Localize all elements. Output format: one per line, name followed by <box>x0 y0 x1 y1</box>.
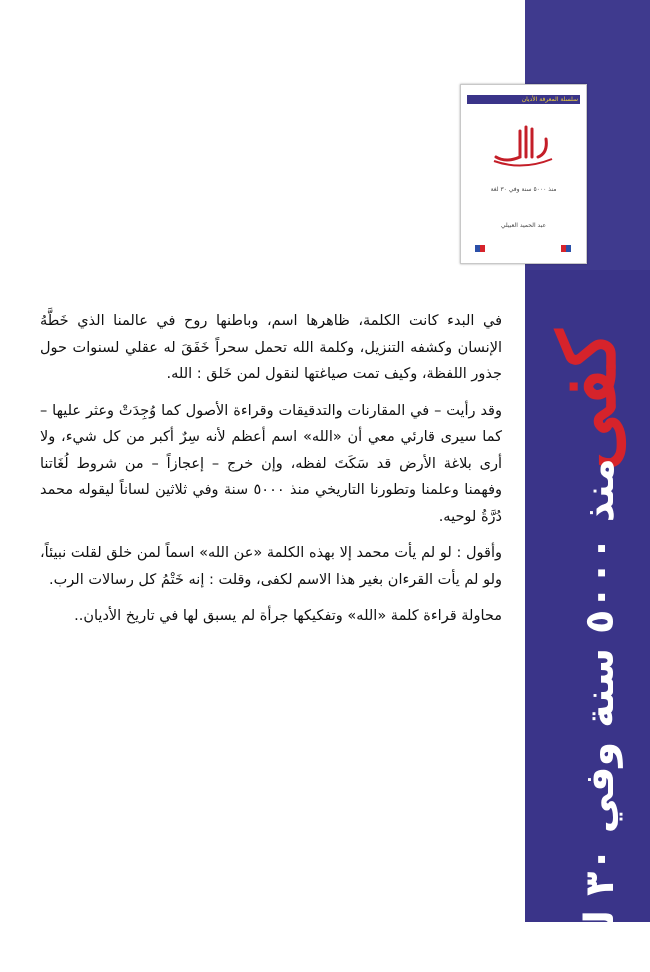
publisher-logo-icon <box>475 245 485 252</box>
paragraph: وأقول : لو لم يأت محمد إلا بهذه الكلمة «عن الله» اسماً لمن خلق لقلت نبيئاً، ولو لم يأت القرءان بغير هذا الاسم لكفى، وقلت : إنه خَتْمُ كل رسالات الرب. <box>40 545 502 588</box>
paragraph: محاولة قراءة كلمة «الله» وتفكيكها جرأة لم يسبق لها في تاريخ الأديان.. <box>74 608 502 624</box>
thumbnail-subtitle: منذ ٥٠٠٠ سنة وفي ٣٠ لغة <box>490 186 557 193</box>
thumbnail-series-band: سلسلة المعرفة الأديان <box>467 95 580 104</box>
blurb-text <box>40 308 502 640</box>
publisher-logo-icon <box>561 245 571 252</box>
paragraph: في البدء كانت الكلمة، ظاهرها اسم، وباطنها روح في عالمنا الذي خَطَّهُ الإنسان وكشفه التنزيل، وكلمة الله تحمل سحراً خَفَقَ له عقلي لسنوات حول جذور اللفظة، وكيف تمت صياغتها لنقول لمن خَلق : الله. <box>40 313 502 382</box>
spine-subtitle-text: منذ ٥٠٠٠ سنة وفي ٣٠ لغة <box>577 458 623 972</box>
paragraph: وقد رأيت – في المقارنات والتدقيقات وقراءة الأصول كما وُجِدَتْ وعثر عليها – كما سيرى قارئي معي أن «الله» اسم أعظم لأنه سِرٌ أكبر من كل شيء، ولا أرى بلاغة الأرض قد سَكَتَ لفظه، وإن خرج – إعجازاً – من شروط لُغَاتنا وفهمنا وعلمنا وتطورنا التاريخي منذ ٥٠٠٠ سنة وفي ثلاثين لساناً ليقوله محمد دُرَّةُ لوحيه. <box>40 402 502 525</box>
book-cover-thumbnail <box>460 84 587 264</box>
thumbnail-author: عبد الحميد العبيلي <box>500 222 547 229</box>
spine-subtitle <box>560 458 640 972</box>
spine-title-text: كفى <box>542 329 634 471</box>
allah-calligraphy-icon <box>486 117 561 177</box>
